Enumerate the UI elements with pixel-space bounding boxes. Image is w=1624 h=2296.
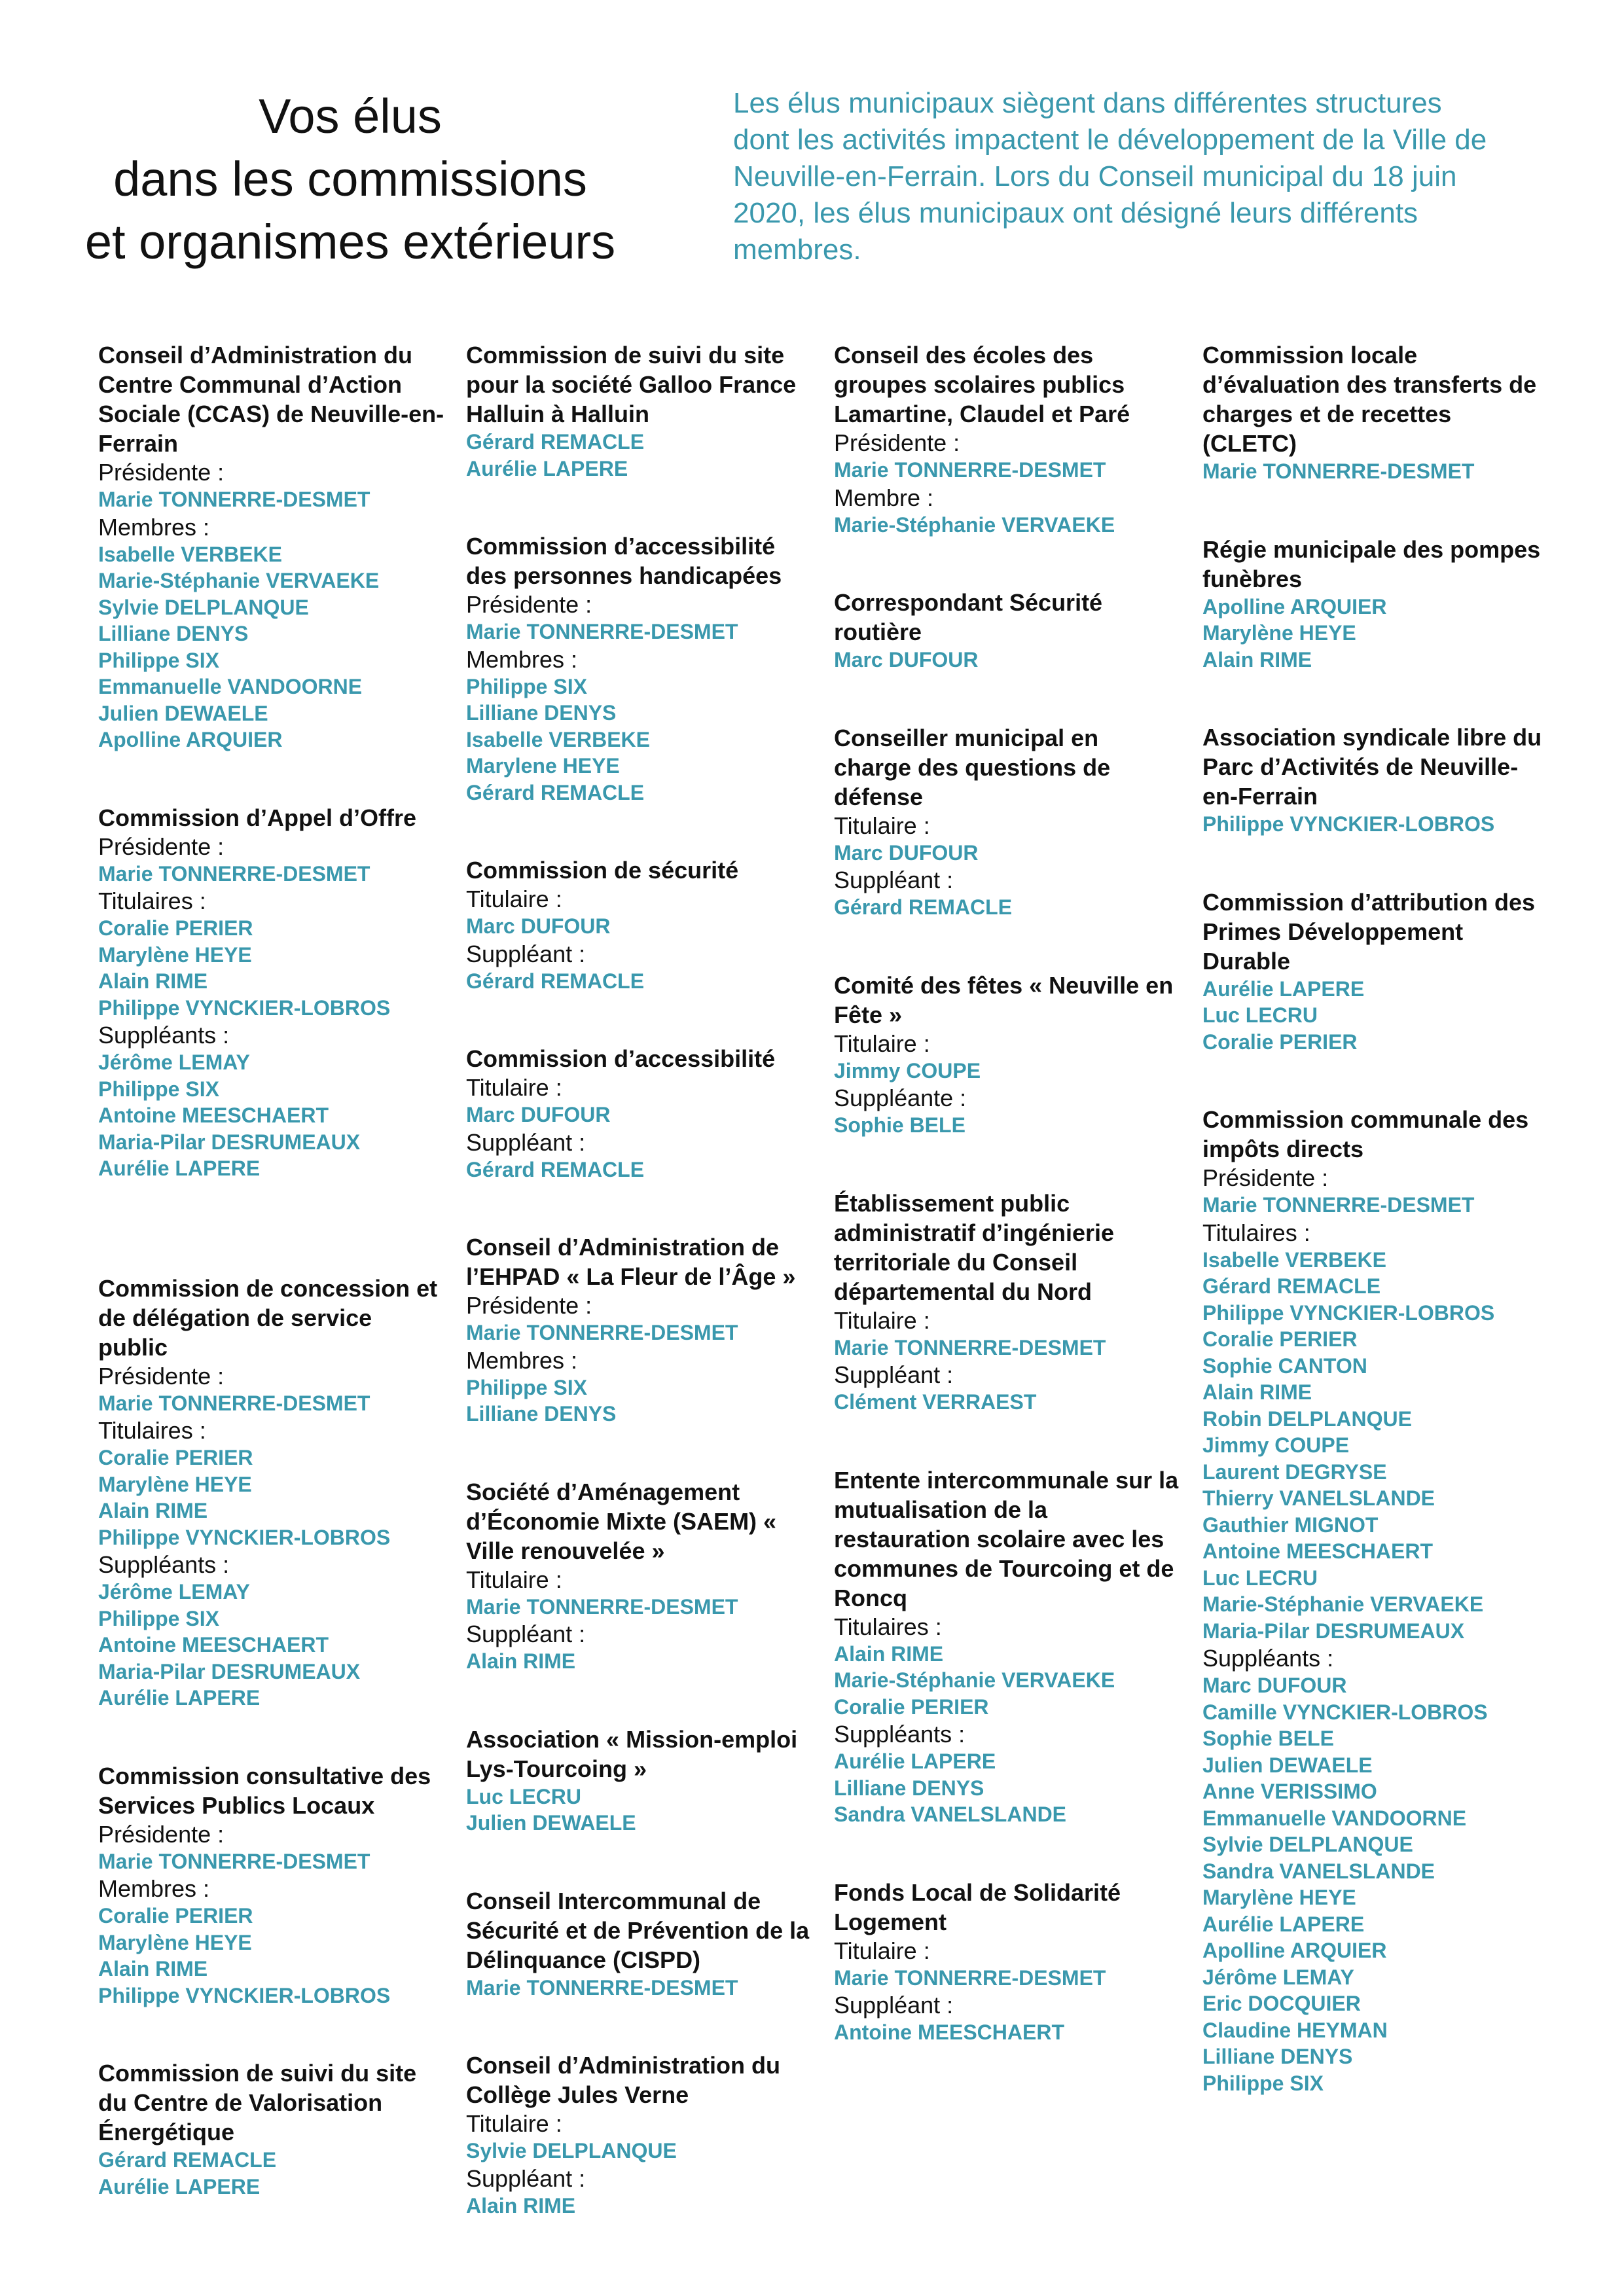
- member-name: Sophie BELE: [1202, 1727, 1334, 1750]
- role-label: Titulaires :: [98, 888, 206, 914]
- member-name: Marie-Stéphanie VERVAEKE: [1202, 1592, 1484, 1616]
- member-name: Gérard REMACLE: [834, 895, 1013, 919]
- commission-title: Société d’Aménagement d’Économie Mixte (SAEM) « Ville renouvelée »: [466, 1478, 777, 1564]
- member-name: Laurent DEGRYSE: [1202, 1460, 1387, 1484]
- commission-section: [834, 971, 1181, 1139]
- commission-title: Commission d’accessibilité des personnes handicapées: [466, 533, 782, 589]
- commission-title: Entente intercommunale sur la mutualisation de la restauration scolaire avec les communes de Tourcoing et de Roncq: [834, 1466, 1179, 1611]
- member-name: Aurélie LAPERE: [98, 1686, 261, 1710]
- member-name: Marylène HEYE: [98, 1930, 252, 1954]
- commission-section: [834, 1878, 1181, 2046]
- member-name: Coralie PERIER: [834, 1695, 989, 1719]
- commission-title: Commission consultative des Services Publics Locaux: [98, 1762, 431, 1819]
- role-label: Titulaire :: [466, 1074, 562, 1101]
- commission-title: Correspondant Sécurité routière: [834, 589, 1103, 645]
- commission-title: Fonds Local de Solidarité Logement: [834, 1878, 1121, 1935]
- commission-title: Commission de suivi du site pour la société Galloo France Halluin à Halluin: [466, 342, 797, 427]
- column-3: [834, 340, 1181, 2096]
- role-label: Titulaires :: [98, 1417, 206, 1444]
- member-name: Jimmy COUPE: [834, 1058, 981, 1083]
- member-name: Luc LECRU: [466, 1784, 581, 1808]
- member-name: Philippe VYNCKIER-LOBROS: [98, 1983, 391, 2007]
- role-label: Suppléant :: [466, 1128, 586, 1156]
- role-label: Titulaire :: [466, 2110, 562, 2137]
- member-name: Philippe SIX: [98, 648, 219, 672]
- member-name: Coralie PERIER: [98, 1446, 253, 1469]
- commission-title: Association « Mission-emploi Lys-Tourcoing »: [466, 1725, 798, 1782]
- member-name: Philippe VYNCKIER-LOBROS: [98, 1525, 391, 1549]
- role-label: Présidente :: [98, 833, 225, 860]
- member-name: Marc DUFOUR: [1202, 1674, 1347, 1697]
- role-label: Membre :: [834, 484, 934, 511]
- member-name: Marie-Stéphanie VERVAEKE: [834, 1668, 1115, 1692]
- member-name: Marie TONNERRE-DESMET: [98, 1849, 370, 1873]
- member-name: Aurélie LAPERE: [466, 456, 628, 480]
- member-name: Isabelle VERBEKE: [98, 542, 282, 566]
- member-name: Apolline ARQUIER: [98, 728, 283, 751]
- member-name: Marie TONNERRE-DESMET: [834, 458, 1106, 482]
- role-label: Présidente :: [466, 591, 592, 618]
- role-label: Titulaire :: [834, 1306, 930, 1334]
- member-name: Apolline ARQUIER: [1202, 594, 1387, 619]
- member-name: Marc DUFOUR: [834, 840, 979, 865]
- member-name: Marie-Stéphanie VERVAEKE: [98, 569, 380, 592]
- member-name: Aurélie LAPERE: [1202, 977, 1365, 1001]
- role-label: Suppléant :: [466, 1621, 586, 1647]
- member-name: Maria-Pilar DESRUMEAUX: [98, 1659, 361, 1683]
- member-name: Coralie PERIER: [1202, 1327, 1358, 1351]
- member-name: Alain RIME: [466, 1649, 576, 1673]
- member-name: Antoine MEESCHAERT: [1202, 1539, 1433, 1563]
- column-1: [98, 340, 445, 2250]
- member-name: Marie TONNERRE-DESMET: [466, 1321, 738, 1344]
- member-name: Philippe SIX: [466, 674, 587, 698]
- member-name: Marylene HEYE: [466, 754, 620, 778]
- role-label: Titulaire :: [834, 1030, 930, 1057]
- role-label: Titulaires :: [834, 1613, 942, 1640]
- commission-section: [98, 1761, 445, 2009]
- commission-section: [834, 340, 1181, 538]
- commission-section: [1202, 1105, 1549, 2096]
- role-label: Présidente :: [834, 429, 960, 456]
- role-label: Membres :: [98, 1875, 210, 1902]
- column-2: [466, 340, 813, 2269]
- member-name: Lilliane DENYS: [466, 1402, 617, 1426]
- member-name: Alain RIME: [1202, 1380, 1312, 1404]
- member-name: Antoine MEESCHAERT: [98, 1103, 329, 1127]
- member-name: Jérôme LEMAY: [1202, 1965, 1354, 1989]
- member-name: Alain RIME: [98, 969, 208, 993]
- member-name: Sophie BELE: [834, 1113, 965, 1137]
- member-name: Marylène HEYE: [98, 1472, 252, 1496]
- member-name: Jérôme LEMAY: [98, 1050, 250, 1074]
- role-label: Suppléants :: [98, 1022, 230, 1049]
- member-name: Marie TONNERRE-DESMET: [98, 1391, 370, 1415]
- member-name: Coralie PERIER: [98, 916, 253, 940]
- member-name: Marie TONNERRE-DESMET: [466, 1594, 738, 1619]
- role-label: Suppléant :: [834, 867, 954, 893]
- member-name: Emmanuelle VANDOORNE: [1202, 1806, 1467, 1830]
- commission-title: Établissement public administratif d’ingénierie territoriale du Conseil départemental du Nord: [834, 1189, 1115, 1305]
- member-name: Luc LECRU: [1202, 1566, 1318, 1590]
- member-name: Marylène HEYE: [98, 942, 252, 967]
- commission-section: [466, 531, 813, 806]
- commission-title: Conseiller municipal en charge des questions de défense: [834, 724, 1111, 810]
- member-name: Philippe SIX: [1202, 2071, 1324, 2095]
- role-label: Suppléants :: [98, 1551, 230, 1578]
- member-name: Marylène HEYE: [1202, 1886, 1356, 1909]
- member-name: Apolline ARQUIER: [1202, 1939, 1387, 1962]
- commission-title: Commission d’Appel d’Offre: [98, 804, 417, 831]
- member-name: Maria-Pilar DESRUMEAUX: [1202, 1619, 1465, 1643]
- member-name: Sylvie DELPLANQUE: [466, 2139, 677, 2162]
- commission-section: [466, 340, 813, 482]
- member-name: Philippe SIX: [466, 1375, 587, 1399]
- role-label: Suppléants :: [834, 1721, 965, 1748]
- member-name: Marie TONNERRE-DESMET: [466, 1975, 738, 2000]
- member-name: Sylvie DELPLANQUE: [98, 595, 309, 619]
- member-name: Gérard REMACLE: [466, 969, 645, 993]
- member-name: Isabelle VERBEKE: [1202, 1247, 1386, 1272]
- member-name: Gérard REMACLE: [466, 430, 645, 454]
- commission-title: Comité des fêtes « Neuville en Fête »: [834, 971, 1174, 1028]
- member-name: Aurélie LAPERE: [98, 1157, 261, 1180]
- commission-section: [466, 1477, 813, 1675]
- commission-section: [466, 1886, 813, 2001]
- member-name: Marie TONNERRE-DESMET: [834, 1965, 1106, 1990]
- member-name: Marc DUFOUR: [466, 1103, 611, 1126]
- commission-section: [1202, 340, 1549, 485]
- role-label: Titulaire :: [834, 1937, 930, 1964]
- member-name: Alain RIME: [834, 1641, 944, 1666]
- commission-section: [834, 1465, 1181, 1828]
- role-label: Suppléant :: [466, 940, 586, 967]
- role-label: Présidente :: [1202, 1164, 1329, 1191]
- commission-title: Commission de concession et de délégation de service public: [98, 1274, 438, 1361]
- commission-title: Commission locale d’évaluation des transferts de charges et de recettes (CLETC): [1202, 342, 1537, 457]
- role-label: Présidente :: [98, 1362, 225, 1390]
- commission-title: Association syndicale libre du Parc d’Activités de Neuville-en-Ferrain: [1202, 724, 1542, 810]
- member-name: Marie TONNERRE-DESMET: [1202, 1193, 1475, 1217]
- title-line-1: Vos élus: [259, 89, 442, 143]
- member-name: Alain RIME: [466, 2193, 576, 2217]
- member-name: Antoine MEESCHAERT: [834, 2020, 1064, 2044]
- commission-section: [466, 2051, 813, 2219]
- member-name: Alain RIME: [1202, 647, 1312, 672]
- commission-title: Commission d’accessibilité: [466, 1045, 776, 1072]
- commission-section: [98, 340, 445, 753]
- member-name: Thierry VANELSLANDE: [1202, 1486, 1435, 1510]
- member-name: Marc DUFOUR: [834, 648, 979, 672]
- member-name: Coralie PERIER: [98, 1904, 253, 1928]
- member-name: Philippe VYNCKIER-LOBROS: [1202, 812, 1495, 836]
- commission-section: [466, 855, 813, 994]
- member-name: Luc LECRU: [1202, 1003, 1318, 1027]
- role-label: Membres :: [98, 513, 210, 541]
- role-label: Suppléante :: [834, 1085, 967, 1111]
- commission-title: Conseil d’Administration du Collège Jules Verne: [466, 2052, 781, 2108]
- member-name: Gauthier MIGNOT: [1202, 1513, 1379, 1537]
- member-name: Julien DEWAELE: [98, 701, 268, 725]
- member-name: Marie TONNERRE-DESMET: [466, 620, 738, 643]
- member-name: Clément VERRAEST: [834, 1390, 1037, 1414]
- member-name: Jimmy COUPE: [1202, 1433, 1350, 1457]
- member-name: Gérard REMACLE: [466, 1157, 645, 1181]
- commission-title: Commission d’attribution des Primes Développement Durable: [1202, 888, 1536, 975]
- commission-section: [466, 1232, 813, 1427]
- member-name: Marie-Stéphanie VERVAEKE: [834, 512, 1115, 537]
- member-name: Philippe SIX: [98, 1606, 219, 1630]
- member-name: Philippe VYNCKIER-LOBROS: [98, 996, 391, 1020]
- member-name: Julien DEWAELE: [1202, 1753, 1373, 1777]
- role-label: Présidente :: [466, 1292, 592, 1319]
- role-label: Titulaire :: [466, 886, 562, 912]
- commission-section: [1202, 888, 1549, 1056]
- member-name: Sylvie DELPLANQUE: [1202, 1833, 1413, 1856]
- member-name: Julien DEWAELE: [466, 1811, 636, 1835]
- member-name: Anne VERISSIMO: [1202, 1780, 1377, 1803]
- commissions-grid: [0, 340, 1624, 2238]
- commission-section: [834, 1189, 1181, 1416]
- member-name: Antoine MEESCHAERT: [98, 1633, 329, 1657]
- role-label: Suppléants :: [1202, 1645, 1334, 1672]
- member-name: Gérard REMACLE: [466, 780, 645, 804]
- member-name: Eric DOCQUIER: [1202, 1992, 1361, 2015]
- commission-section: [1202, 723, 1549, 838]
- title-line-3: et organismes extérieurs: [84, 215, 616, 269]
- member-name: Emmanuelle VANDOORNE: [98, 675, 363, 698]
- member-name: Claudine HEYMAN: [1202, 2018, 1388, 2042]
- member-name: Aurélie LAPERE: [98, 2174, 261, 2198]
- commission-section: [466, 1044, 813, 1183]
- commission-title: Commission de suivi du site du Centre de Valorisation Énergétique: [98, 2060, 417, 2145]
- member-name: Philippe VYNCKIER-LOBROS: [1202, 1300, 1495, 1325]
- member-name: Lilliane DENYS: [834, 1776, 984, 1800]
- member-name: Maria-Pilar DESRUMEAUX: [98, 1130, 361, 1154]
- member-name: Marc DUFOUR: [466, 914, 611, 938]
- member-name: Alain RIME: [98, 1499, 208, 1522]
- member-name: Coralie PERIER: [1202, 1030, 1358, 1054]
- commission-section: [98, 2058, 445, 2200]
- member-name: Marie TONNERRE-DESMET: [98, 861, 370, 886]
- member-name: Alain RIME: [98, 1957, 208, 1981]
- member-name: Lilliane DENYS: [1202, 2045, 1353, 2068]
- intro-paragraph: Les élus municipaux siègent dans différentes structures dont les activités impactent le développement de la Ville de Neuville-en-Ferrain. Lors du Conseil municipal du 18 juin 2020, les élus municipaux ont désigné leurs différents membres.: [733, 87, 1487, 266]
- commission-section: [834, 588, 1181, 673]
- member-name: Marie TONNERRE-DESMET: [1202, 459, 1475, 483]
- member-name: Jérôme LEMAY: [98, 1580, 250, 1604]
- member-name: Marylène HEYE: [1202, 621, 1356, 645]
- role-label: Suppléant :: [834, 1361, 954, 1388]
- member-name: Camille VYNCKIER-LOBROS: [1202, 1700, 1488, 1724]
- role-label: Présidente :: [98, 459, 225, 486]
- role-label: Membres :: [466, 1346, 578, 1374]
- member-name: Gérard REMACLE: [1202, 1274, 1381, 1298]
- role-label: Titulaire :: [834, 812, 930, 839]
- member-name: Marie TONNERRE-DESMET: [834, 1335, 1106, 1359]
- page-header: [0, 85, 1624, 295]
- member-name: Sandra VANELSLANDE: [834, 1803, 1067, 1826]
- commission-section: [466, 1725, 813, 1837]
- commission-title: Régie municipale des pompes funèbres: [1202, 535, 1541, 592]
- member-name: Lilliane DENYS: [466, 701, 617, 725]
- commission-title: Commission de sécurité: [466, 857, 739, 884]
- role-label: Titulaires :: [1202, 1219, 1310, 1246]
- column-4: [1202, 340, 1549, 2146]
- commission-title: Conseil d’Administration du Centre Communal d’Action Sociale (CCAS) de Neuville-en-Ferrain: [98, 342, 444, 457]
- commission-title: Commission communale des impôts directs: [1202, 1106, 1529, 1162]
- member-name: Philippe SIX: [98, 1077, 219, 1101]
- member-name: Isabelle VERBEKE: [466, 727, 650, 751]
- member-name: Gérard REMACLE: [98, 2148, 277, 2172]
- title-line-2: dans les commissions: [113, 152, 587, 206]
- role-label: Membres :: [466, 645, 578, 673]
- member-name: Lilliane DENYS: [98, 622, 249, 645]
- role-label: Présidente :: [98, 1820, 225, 1848]
- role-label: Suppléant :: [834, 1992, 954, 2018]
- commission-title: Conseil Intercommunal de Sécurité et de Prévention de la Délinquance (CISPD): [466, 1887, 810, 1973]
- member-name: Sophie CANTON: [1202, 1354, 1367, 1378]
- commission-section: [98, 803, 445, 1182]
- commission-section: [834, 723, 1181, 921]
- member-name: Aurélie LAPERE: [1202, 1912, 1365, 1936]
- member-name: Sandra VANELSLANDE: [1202, 1859, 1435, 1883]
- page-title: [39, 85, 661, 274]
- commission-title: Conseil des écoles des groupes scolaires publics Lamartine, Claudel et Paré: [834, 342, 1130, 427]
- role-label: Titulaire :: [466, 1566, 562, 1593]
- commission-title: Conseil d’Administration de l’EHPAD « La Fleur de l’Âge »: [466, 1234, 796, 1290]
- member-name: Robin DELPLANQUE: [1202, 1407, 1412, 1431]
- commission-section: [1202, 535, 1549, 673]
- commission-section: [98, 1274, 445, 1712]
- member-name: Marie TONNERRE-DESMET: [98, 488, 370, 511]
- member-name: Aurélie LAPERE: [834, 1749, 996, 1773]
- role-label: Suppléant :: [466, 2164, 586, 2192]
